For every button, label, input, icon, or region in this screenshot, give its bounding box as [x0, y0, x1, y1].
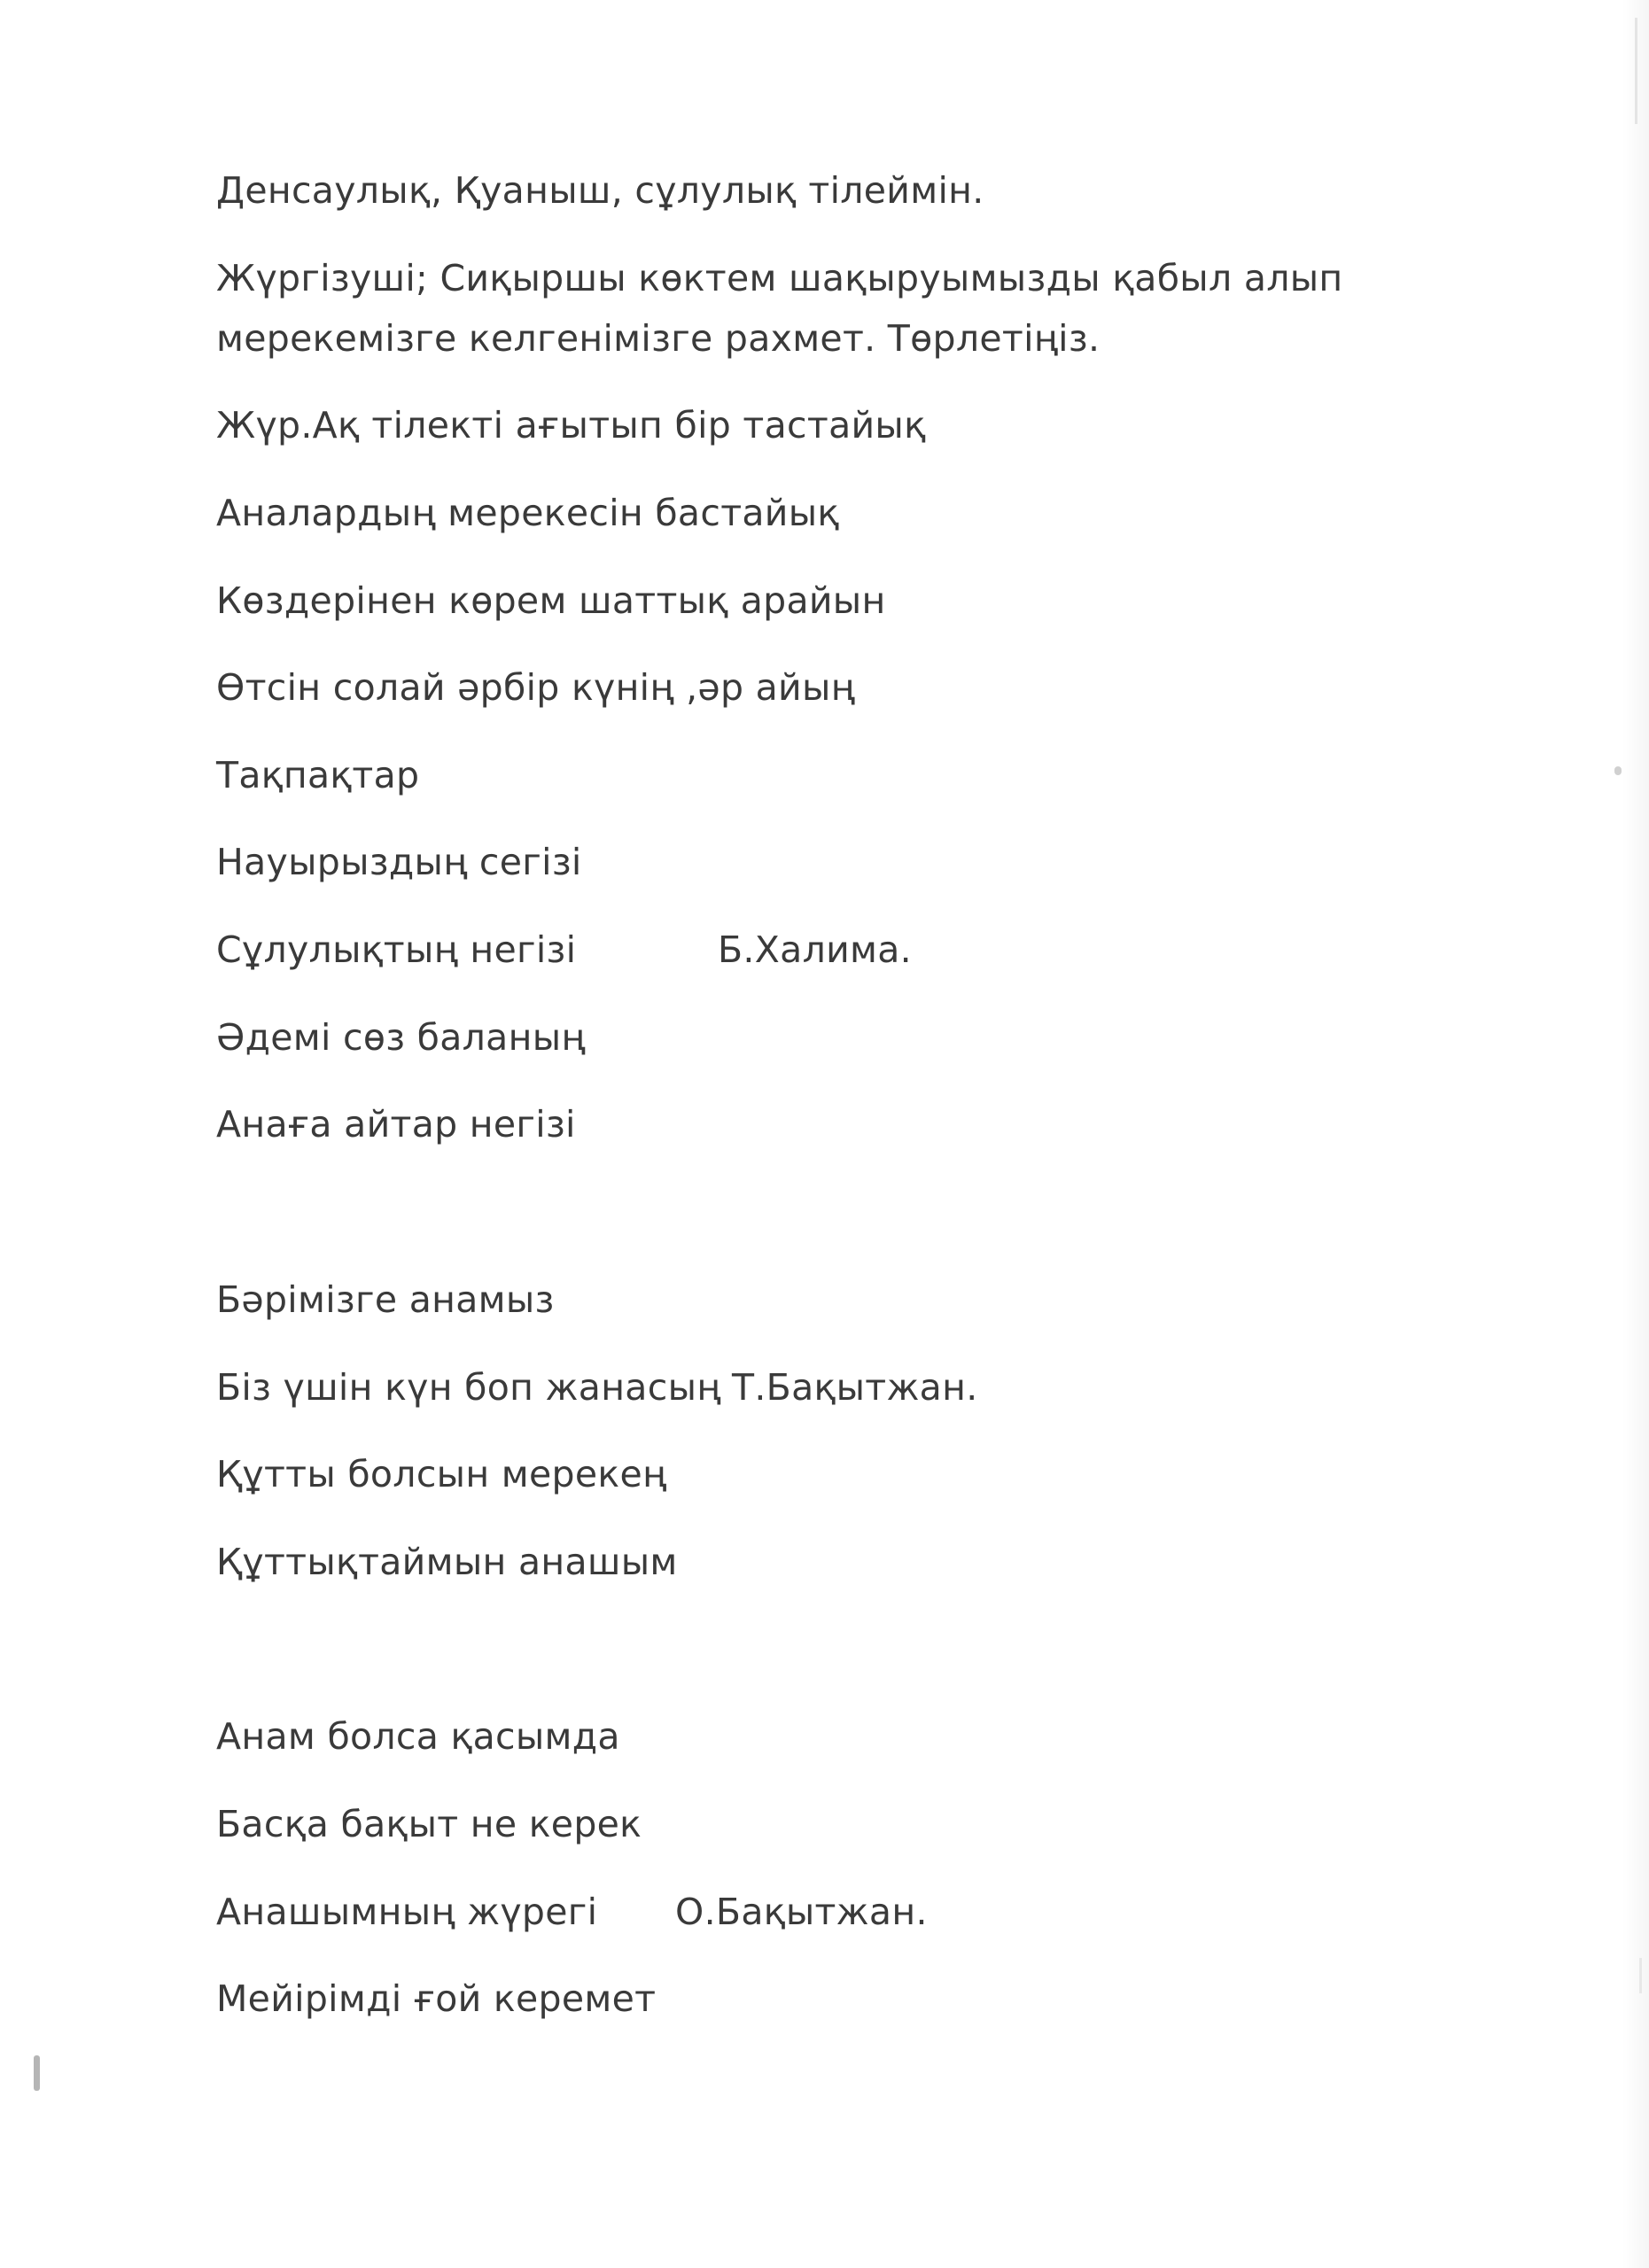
greeting-line: Денсаулық, Қуаныш, сұлулық тілеймін. [216, 169, 984, 212]
verse-line: Бәрімізге анамыз [216, 1278, 555, 1321]
verse-line: Анам болса қасымда [216, 1715, 620, 1758]
presenter-line-2: мерекемізге келгенімізге рахмет. Төрлетіңіз. [216, 317, 1101, 360]
verse-line: Біз үшін күн боп жанасың [216, 1366, 721, 1409]
verse-line: Науырыздың сегізі [216, 841, 582, 883]
verse-line: Өтсін солай әрбір күнің ,әр айың [216, 666, 856, 709]
presenter-line-1: Жүргізуші; Сиқыршы көктем шақыруымызды қабыл алып [216, 257, 1343, 299]
verse-line: Құттықтаймын анашым [216, 1541, 678, 1583]
verse-line: Жүр.Ақ тілекті ағытып бір тастайық [216, 404, 927, 447]
verse-line: Анашымның жүрегі [216, 1891, 598, 1933]
author-name: О.Бақытжан. [675, 1891, 928, 1933]
author-name: Т.Бақытжан. [732, 1366, 978, 1409]
verse-line: Аналардың мерекесін бастайық [216, 492, 840, 534]
scan-edge-shadow [1622, 0, 1649, 2268]
verse-line: Мейірімді ғой керемет [216, 1977, 657, 2020]
section-heading: Тақпақтар [216, 754, 420, 796]
verse-line: Анаға айтар негізі [216, 1103, 576, 1146]
scan-mark [1614, 766, 1622, 775]
verse-line: Құтты болсын мерекең [216, 1453, 667, 1495]
verse-line: Әдемі сөз баланың [216, 1016, 586, 1059]
verse-line: Көздерінен көрем шаттық арайын [216, 579, 886, 622]
verse-line: Басқа бақыт не керек [216, 1803, 642, 1845]
author-name: Б.Халима. [718, 928, 913, 971]
verse-line: Сұлулықтың негізі [216, 928, 577, 971]
scan-mark [34, 2055, 40, 2091]
